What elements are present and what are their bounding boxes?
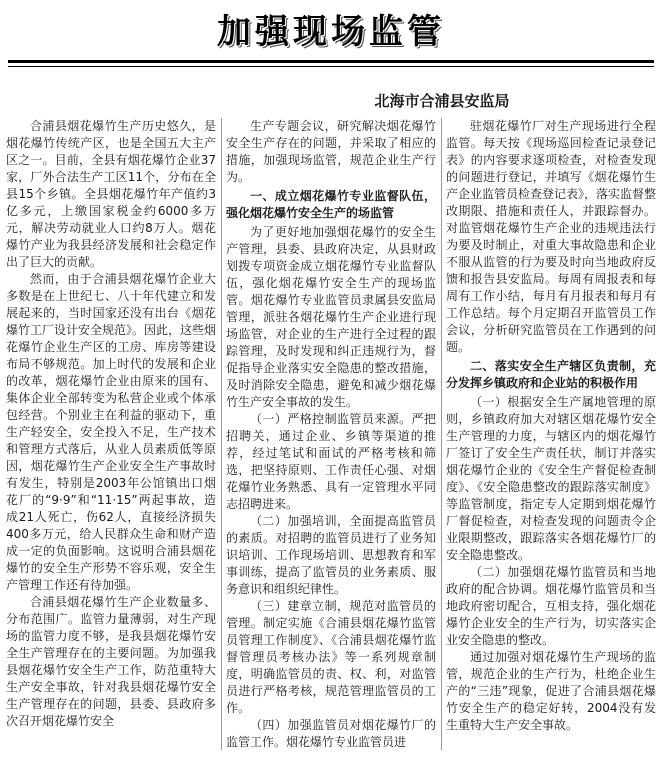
article-title: 加强现场监管 xyxy=(217,12,445,52)
paragraph: 驻烟花爆竹厂对生产现场进行全程监管。每天按《现场巡回检查记录登记表》的内容要求逐项检查，对检查发现的问题进行登记，并填写《烟花爆竹生产企业监管员检查登记表》，落实监督整改期限、措施和责任人，并跟踪督办。对监管烟花爆竹生产企业的违规违法行为要及时制止，对重大事故隐患和企业不服从监管的行为要及时向当地政府反馈和报告县安监局。每周有周报表和每周有工作小结，每月有月报表和每月有工作总结。每个月定期召开监管员工作会议，分析研究监管员在工作遇到的问题。 xyxy=(446,119,656,354)
paragraph: （二）加强培训，全面提高监管员的素质。对招聘的监管员进行了业务知识培训、工作现场培训、思想教育和军事训练，提高了监管员的业务素质、服务意识和组织纪律性。 xyxy=(226,514,436,596)
paragraph: （一）严格控制监管员来源。严把招聘关，通过企业、乡镇等渠道的推荐，经过笔试和面试的严格考核和筛选，把坚持原则、工作责任心强、对烟花爆竹业务熟悉、具有一定管理水平同志招聘进来。 xyxy=(226,412,436,511)
paragraph: 为了更好地加强烟花爆竹的安全生产管理，县委、县政府决定，从县财政划拨专项资金成立烟花爆竹专业监督队伍，强化烟花爆竹安全生产的现场监管。烟花爆竹专业监管员隶属县安监局管理，派驻各烟花爆竹生产企业进行现场监管，对企业的生产进行全过程的跟踪管理，及时发现和纠正违规行为，督促指导企业落实安全隐患的整改措施，及时消除安全隐患，避免和减少烟花爆竹生产安全事故的发生。 xyxy=(226,225,436,409)
paragraph: 合浦县烟花爆竹生产企业数量多、分布范围广。监管力量薄弱，对生产现场的监管力度不够，是我县烟花爆竹安全生产管理存在的主要问题。为加强我县烟花爆竹安全生产工作，防范重特大生产安全事故，针对我县烟花爆竹安全生产管理存在的问题，县委、县政府多次召开烟花爆竹安全 xyxy=(6,595,216,728)
paragraph: （四）加强监管员对烟花爆竹厂的监管工作。烟花爆竹专业监管员进 xyxy=(226,718,436,749)
byline: 北海市合浦县安监局 xyxy=(374,92,510,110)
paragraph: 通过加强对烟花爆竹生产现场的监管，规范企业的生产行为，杜绝企业生产的“三违”现象，促进了合浦县烟花爆竹安全生产的稳定好转，2004没有发生重特大生产安全事故。 xyxy=(446,650,656,732)
paragraph: （一）根据安全生产属地管理的原则，乡镇政府加大对辖区烟花爆竹安全生产管理的力度，与辖区内的烟花爆竹厂签订了安全生产责任状，制订并落实烟花爆竹企业的《安全生产督促检查制度》、《安全隐患整改的跟踪落实制度》等监管制度，指定专人定期到烟花爆竹厂督促检查，对检查发现的问题责令企业限期整改，跟踪落实各烟花爆竹厂的安全隐患整改。 xyxy=(446,395,656,562)
paragraph: （三）建章立制，规范对监管员的管理。制定实施《合浦县烟花爆竹监管员管理工作制度》、《合浦县烟花爆竹监督管理员考核办法》等一系列规章制度，明确监管员的责、权、利，对监管员进行严格考核，规范管理监管员的工作。 xyxy=(226,599,436,715)
section-heading: 一、成立烟花爆竹专业监督队伍，强化烟花爆竹安全生产的场监管 xyxy=(226,189,436,220)
section-heading: 二、落实安全生产辖区负责制，充分发挥乡镇政府和企业站的积极作用 xyxy=(446,359,656,390)
column-2 xyxy=(226,118,436,754)
paragraph: 合浦县烟花爆竹生产历史悠久，是烟花爆竹传统产区，也是全国五大主产区之一。目前，全县有烟花爆竹企业37家，厂外合法生产工区11个，分布在全县15个乡镇。全县烟花爆竹年产值约3亿多元，上缴国家税金约6000多万元，解决劳动就业人口约8万人。烟花爆竹产业为我县经济发展和社会稳定作出了巨大的贡献。 xyxy=(6,119,216,269)
column-3 xyxy=(446,118,656,754)
paragraph: 然而，由于合浦县烟花爆竹企业大多数是在上世纪七、八十年代建立和发展起来的，当时国家还没有出台《烟花爆竹工厂设计安全规范》。因此，这些烟花爆竹企业生产区的工房、库房等建设布局不够规范。加上时代的发展和企业的改革，烟花爆竹企业由原来的国有、集体企业全部转变为私营企业或个体承包经营。个别业主在利益的驱动下，重生产轻安全，安全投入不足，生产技术和管理方式落后，从业人员素质低等原因，烟花爆竹生产企业安全生产事故时有发生，特别是2003年公馆镇出口烟花厂的“9·9”和“11·15”两起事故，造成21人死亡，伤62人，直接经济损失400多万元，给人民群众生命和财产造成一定的负面影响。这说明合浦县烟花爆竹的安全生产形势不容乐观，安全生产管理工作还有待加强。 xyxy=(6,272,216,592)
title-rule-thick xyxy=(8,60,654,63)
paragraph: （二）加强烟花爆竹监管员和当地政府的配合协调。烟花爆竹监管员和当地政府密切配合，互相支持，强化烟花爆竹企业安全的生产行为，切实落实企业安全隐患的整改。 xyxy=(446,565,656,647)
column-divider xyxy=(221,118,222,750)
column-1 xyxy=(6,118,216,754)
title-rule-thin xyxy=(8,66,654,67)
column-divider xyxy=(441,118,442,750)
paragraph: 生产专题会议，研究解决烟花爆竹安全生产存在的问题，并采取了相应的措施，加强现场监管，规范企业生产行为。 xyxy=(226,119,436,184)
